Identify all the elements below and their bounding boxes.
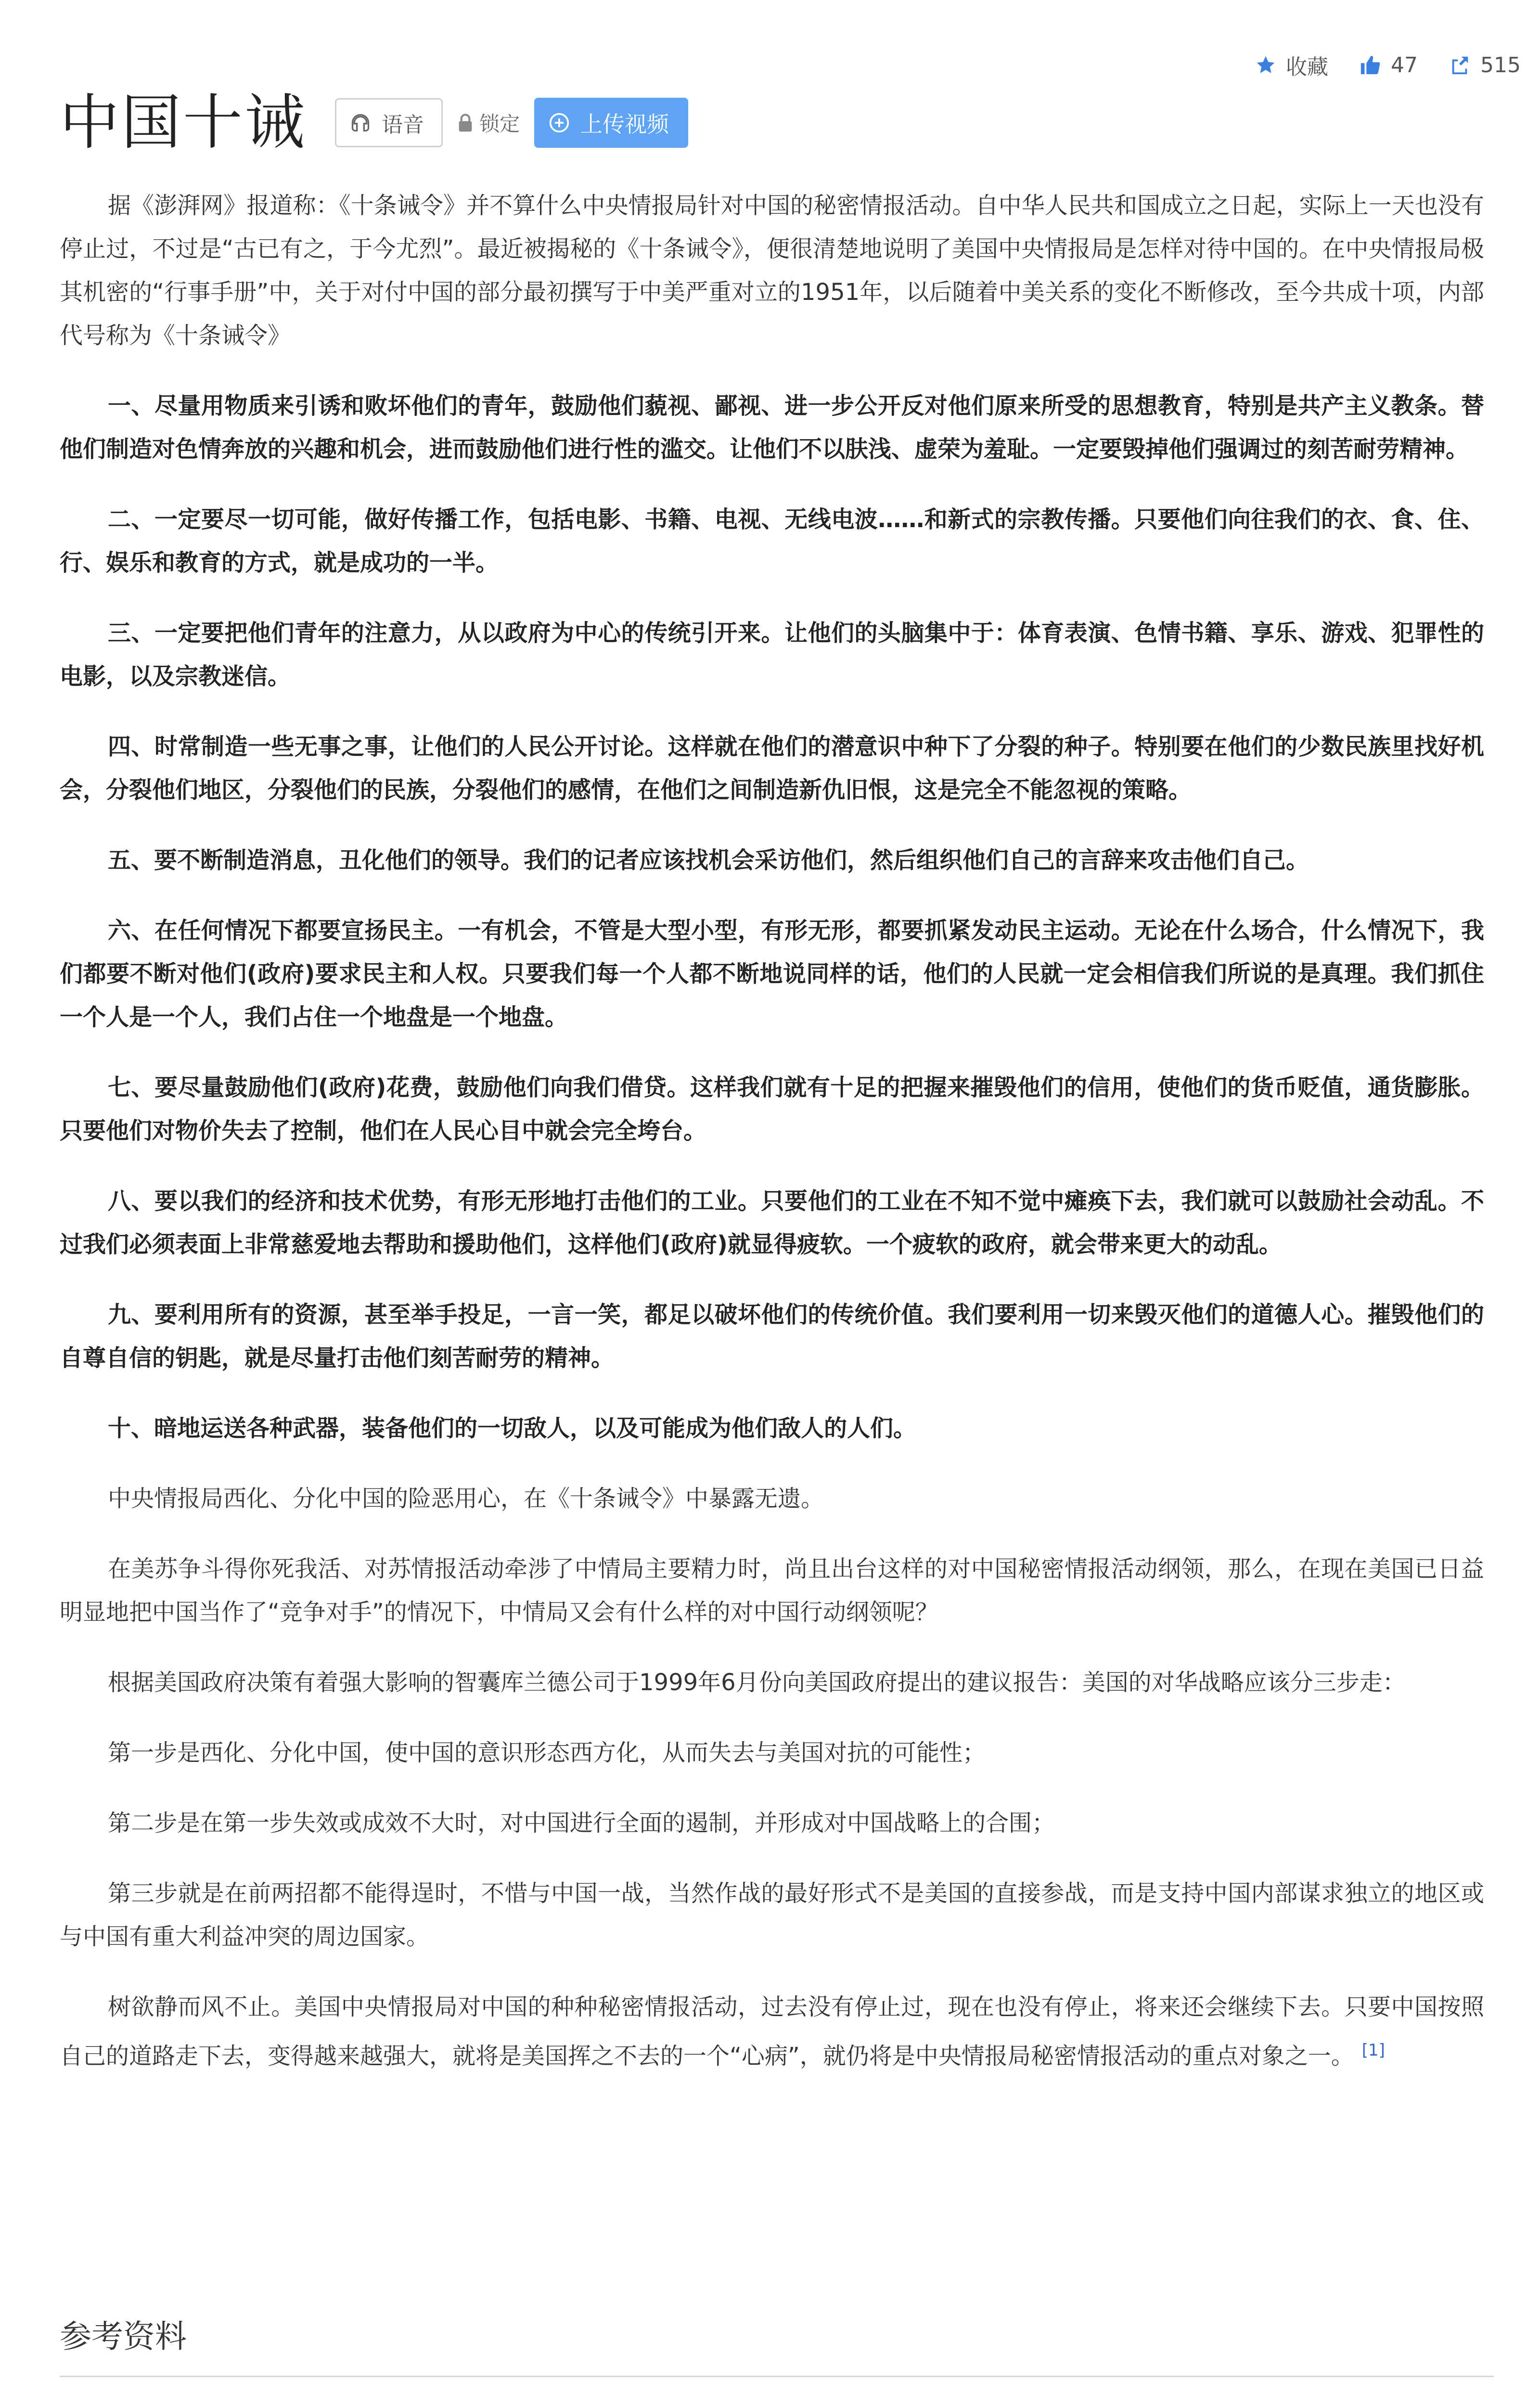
plus-circle-icon [549,112,570,133]
share-icon [1449,54,1471,76]
paragraph-item-5: 五、要不断制造消息，丑化他们的领导。我们的记者应该找机会采访他们，然后组织他们自己的言辞来攻击他们自己。 [108,847,1309,874]
paragraph-conclusion-text: 树欲静而风不止。美国中央情报局对中国的种种秘密情报活动，过去没有停止过，现在也没有停止，将来还会继续下去。只要中国按照自己的道路走下去，变得越来越强大，就将是美国挥之不去的一个“心病”，就仍将是中央情报局秘密情报活动的重点对象之一。 [60,1993,1484,2070]
upload-video-button[interactable] [534,98,688,148]
share-button[interactable] [1449,53,1521,78]
paragraph-item-6: 六、在任何情况下都要宣扬民主。一有机会，不管是大型小型，有形无形，都要抓紧发动民主运动。无论在什么场合，什么情况下，我们都要不断对他们(政府)要求民主和人权。只要我们每一个人都不断地说同样的话，他们的人民就一定会相信我们所说的是真理。我们抓住一个人是一个人，我们占住一个地盘是一个地盘。 [60,917,1484,1031]
collect-button[interactable] [1255,50,1328,80]
paragraph-rand: 根据美国政府决策有着强大影响的智囊库兰德公司于1999年6月份向美国政府提出的建议报告：美国的对华战略应该分三步走： [108,1669,1406,1696]
stats-bar [1255,50,1521,80]
paragraph-item-8: 八、要以我们的经济和技术优势，有形无形地打击他们的工业。只要他们的工业在不知不觉中瘫痪下去，我们就可以鼓励社会动乱。不过我们必须表面上非常慈爱地去帮助和援助他们，这样他们(政府)就显得疲软。一个疲软的政府，就会带来更大的动乱。 [60,1188,1484,1258]
paragraph-item-7: 七、要尽量鼓励他们(政府)花费，鼓励他们向我们借贷。这样我们就有十足的把握来摧毁他们的信用，使他们的货币贬值，通货膨胀。只要他们对物价失去了控制，他们在人民心目中就会完全垮台。 [60,1074,1484,1144]
citation-link[interactable]: [1] [1361,2041,1385,2060]
paragraph-summary: 中央情报局西化、分化中国的险恶用心，在《十条诫令》中暴露无遗。 [108,1485,824,1512]
upload-label: 上传视频 [580,111,669,137]
paragraph-conclusion [60,1985,1484,2078]
lock-status [457,108,520,137]
headphones-icon [350,112,371,133]
page-title: 中国十诫 [60,88,307,157]
voice-label: 语音 [382,113,424,137]
paragraph-item-1: 一、尽量用物质来引诱和败坏他们的青年，鼓励他们藐视、鄙视、进一步公开反对他们原来所受的思想教育，特别是共产主义教条。替他们制造对色情奔放的兴趣和机会，进而鼓励他们进行性的滥交。让他们不以肤浅、虚荣为羞耻。一定要毁掉他们强调过的刻苦耐劳精神。 [60,392,1484,463]
paragraph-step-2: 第二步是在第一步失效或成效不大时，对中国进行全面的遏制，并形成对中国战略上的合围； [108,1810,1055,1837]
share-count: 515 [1480,52,1521,78]
references-heading: 参考资料 [60,2318,187,2355]
paragraph-item-10: 十、暗地运送各种武器，装备他们的一切敌人，以及可能成为他们敌人的人们。 [108,1415,917,1442]
paragraph-intro: 据《澎湃网》报道称：《十条诫令》并不算什么中央情报局针对中国的秘密情报活动。自中华人民共和国成立之日起，实际上一天也没有停止过，不过是“古已有之，于今尤烈”。最近被揭秘的《十条诫令》，便很清楚地说明了美国中央情报局是怎样对待中国的。在中央情报局极其机密的“行事手册”中，关于对付中国的部分最初撰写于中美严重对立的1951年，以后随着中美关系的变化不断修改，至今共成十项，内部代号称为《十条诫令》 [60,192,1484,349]
lock-icon [457,113,474,132]
paragraph-item-4: 四、时常制造一些无事之事，让他们的人民公开讨论。这样就在他们的潜意识中种下了分裂的种子。特别要在他们的少数民族里找好机会，分裂他们地区，分裂他们的民族，分裂他们的感情，在他们之间制造新仇旧恨，这是完全不能忽视的策略。 [60,733,1484,803]
paragraph-item-3: 三、一定要把他们青年的注意力，从以政府为中心的传统引开来。让他们的头脑集中于：体育表演、色情书籍、享乐、游戏、犯罪性的电影，以及宗教迷信。 [60,620,1484,690]
paragraph-step-1: 第一步是西化、分化中国，使中国的意识形态西方化，从而失去与美国对抗的可能性； [108,1739,986,1766]
like-count: 47 [1391,52,1418,78]
paragraph-item-9: 九、要利用所有的资源，甚至举手投足，一言一笑，都足以破坏他们的传统价值。我们要利用一切来毁灭他们的道德人心。摧毁他们的自尊自信的钥匙，就是尽量打击他们刻苦耐劳的精神。 [60,1301,1484,1372]
paragraph-item-2: 二、一定要尽一切可能，做好传播工作，包括电影、书籍、电视、无线电波……和新式的宗教传播。只要他们向往我们的衣、食、住、行、娱乐和教育的方式，就是成功的一半。 [60,506,1484,576]
collect-label: 收藏 [1286,55,1329,79]
lock-label: 锁定 [479,112,520,136]
references-divider [60,2376,1494,2377]
like-button[interactable] [1359,53,1418,78]
title-row [60,87,688,159]
article-body [60,184,1484,2105]
star-icon [1255,54,1276,76]
paragraph-context: 在美苏争斗得你死我活、对苏情报活动牵涉了中情局主要精力时，尚且出台这样的对中国秘密情报活动纲领，那么，在现在美国已日益明显地把中国当作了“竞争对手”的情况下，中情局又会有什么样的对中国行动纲领呢？ [60,1555,1484,1626]
voice-button[interactable] [335,98,443,147]
thumbs-up-icon [1359,54,1381,76]
paragraph-step-3: 第三步就是在前两招都不能得逞时，不惜与中国一战，当然作战的最好形式不是美国的直接参战，而是支持中国内部谋求独立的地区或与中国有重大利益冲突的周边国家。 [60,1880,1484,1950]
